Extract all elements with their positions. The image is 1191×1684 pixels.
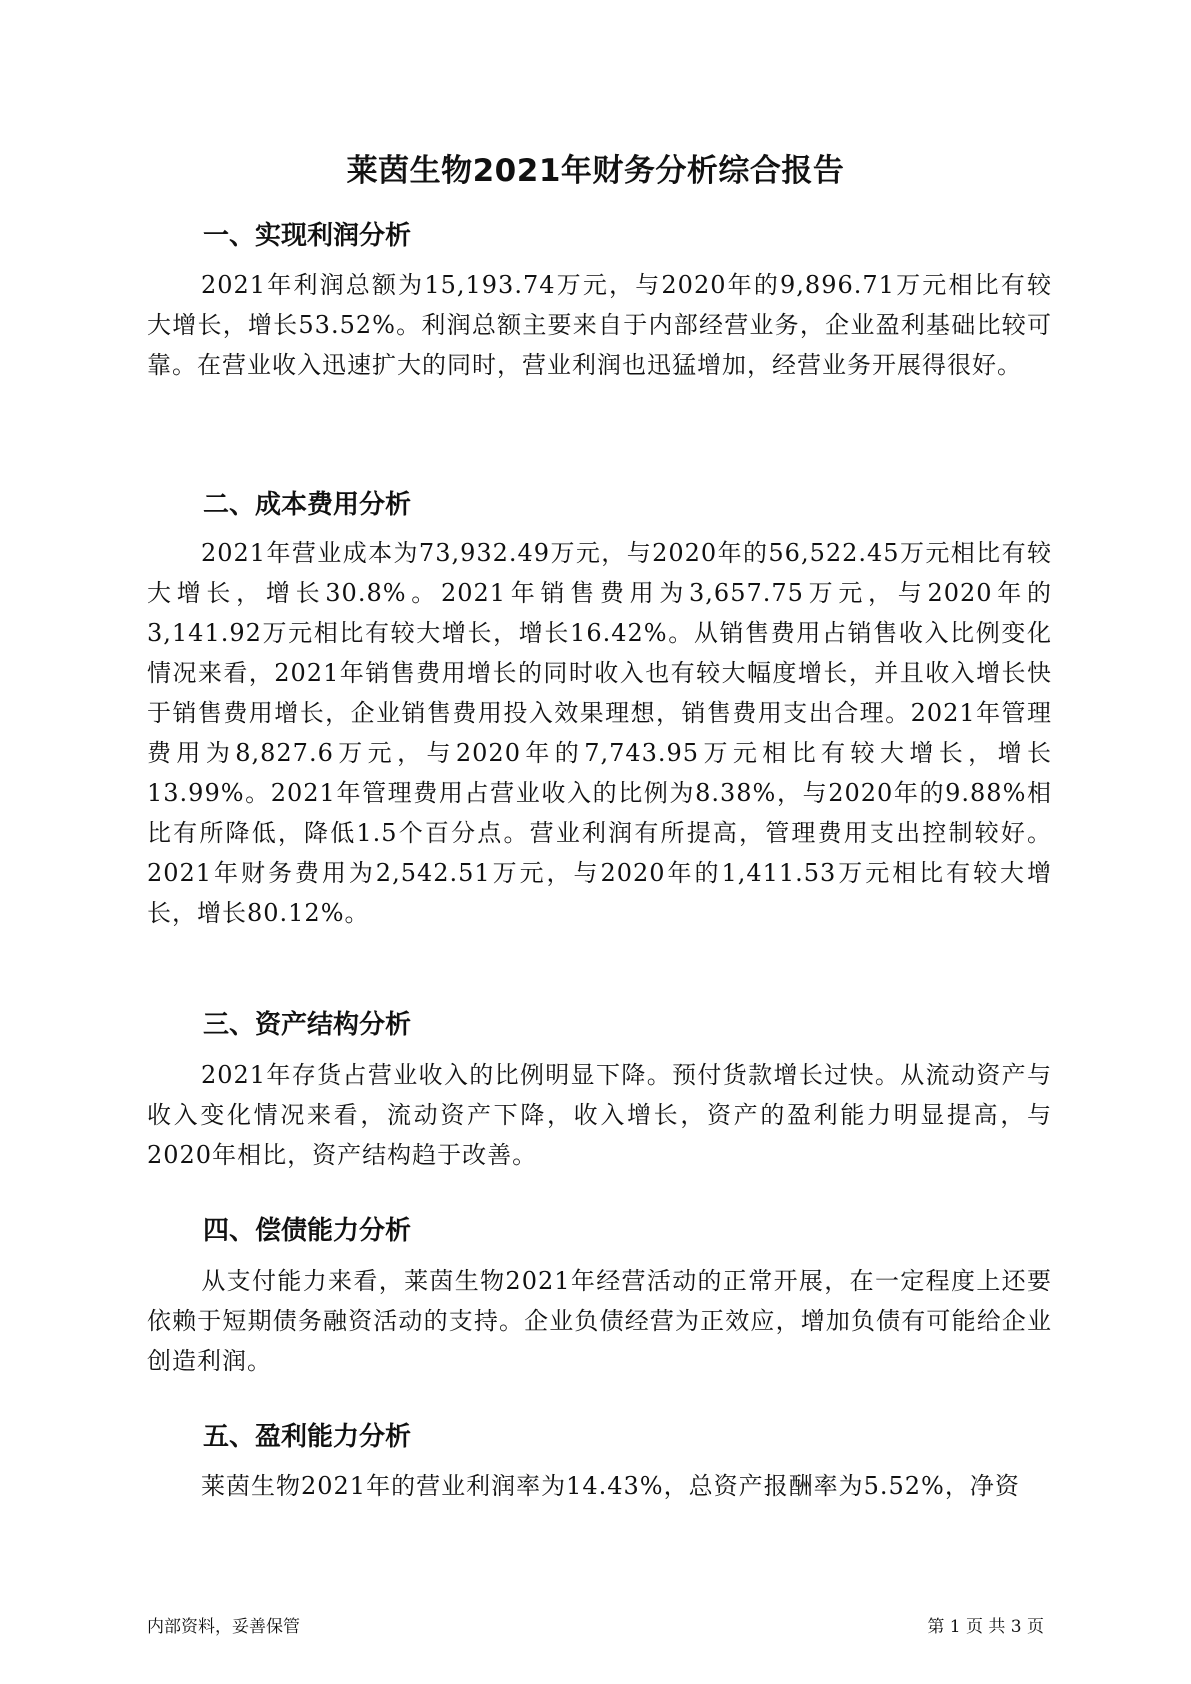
- section-text-profit: 2021年利润总额为15,193.74万元，与2020年的9,896.71万元相比有较大增长，增长53.52%。利润总额主要来自于内部经营业务，企业盈利基础比较可靠。在营业收入迅速扩大的同时，营业利润也迅猛增加，经营业务开展得很好。: [147, 271, 1052, 379]
- section-paragraph-profit: [147, 265, 1052, 385]
- footer-page-number: 第 1 页 共 3 页: [927, 1617, 1044, 1637]
- section-text-profitability: 莱茵生物2021年的营业利润率为14.43%，总资产报酬率为5.52%，净资: [201, 1472, 1020, 1500]
- section-paragraph-profitability: [147, 1466, 1052, 1506]
- section-heading-cost: 二、成本费用分析: [203, 490, 412, 520]
- section-paragraph-assets: [147, 1055, 1052, 1175]
- document-title: 莱茵生物2021年财务分析综合报告: [346, 153, 845, 189]
- section-heading-profit: 一、实现利润分析: [203, 221, 412, 251]
- section-text-assets: 2021年存货占营业收入的比例明显下降。预付货款增长过快。从流动资产与收入变化情况来看，流动资产下降，收入增长，资产的盈利能力明显提高，与2020年相比，资产结构趋于改善。: [147, 1061, 1052, 1169]
- section-text-cost: 2021年营业成本为73,932.49万元，与2020年的56,522.45万元相比有较大增长，增长30.8%。2021年销售费用为3,657.75万元，与2020年的3,141.92万元相比有较大增长，增长16.42%。从销售费用占销售收入比例变化情况来看，2021年销售费用增长的同时收入也有较大幅度增长，并且收入增长快于销售费用增长，企业销售费用投入效果理想，销售费用支出合理。2021年管理费用为8,827.6万元，与2020年的7,743.95万元相比有较大增长，增长13.99%。2021年管理费用占营业收入的比例为8.38%，与2020年的9.88%相比有所降低，降低1.5个百分点。营业利润有所提高，管理费用支出控制较好。2021年财务费用为2,542.51万元，与2020年的1,411.53万元相比有较大增长，增长80.12%。: [147, 539, 1052, 927]
- section-heading-solvency: 四、偿债能力分析: [203, 1216, 412, 1246]
- footer-confidential-note: 内部资料，妥善保管: [147, 1617, 300, 1637]
- section-text-solvency: 从支付能力来看，莱茵生物2021年经营活动的正常开展，在一定程度上还要依赖于短期债务融资活动的支持。企业负债经营为正效应，增加负债有可能给企业创造利润。: [147, 1267, 1052, 1375]
- section-heading-profitability: 五、盈利能力分析: [203, 1422, 412, 1452]
- section-paragraph-cost: [147, 533, 1052, 933]
- section-heading-assets: 三、资产结构分析: [203, 1010, 412, 1040]
- section-paragraph-solvency: [147, 1261, 1052, 1381]
